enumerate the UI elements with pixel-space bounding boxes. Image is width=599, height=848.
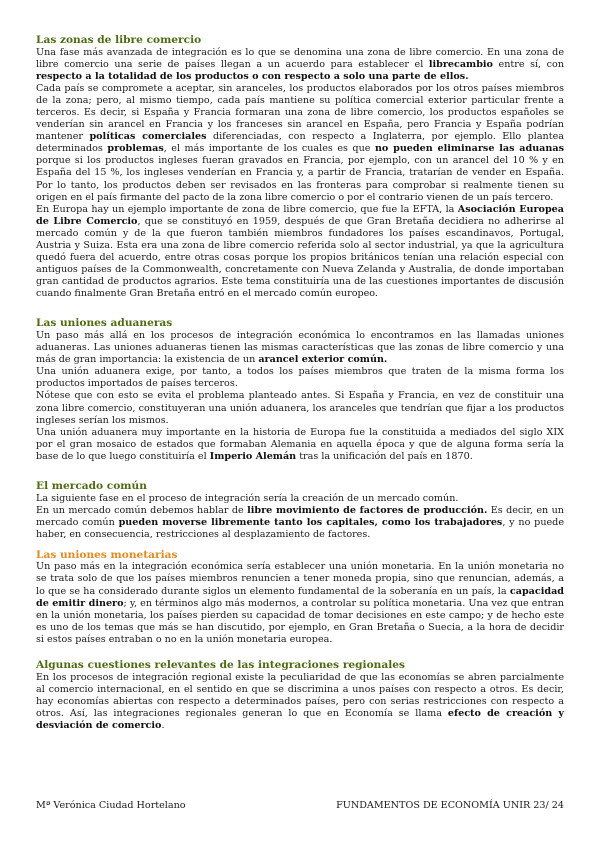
- bold-text: políticas comerciales: [89, 131, 207, 143]
- text-run: , y no puede haber, en consecuencia, restricciones al desplazamiento de factores.: [36, 516, 564, 540]
- paragraph: [36, 561, 564, 646]
- section-zonas-libre-comercio: [36, 34, 564, 300]
- text-run: porque si los productos ingleses fueran gravados en Francia, por ejemplo, con un arancel del 10 % y en España del 15 %, los ingleses venderían en Francia y, a partir de Francia, tratarían de vender en España. Por lo tanto, los productos deben ser revisados en las fronteras para comprobar si realmente tienen su origen en el país firmante del pacto de la zona libre comercio o por el contrario vienen de un país tercero.: [36, 155, 564, 203]
- text-run: Una unión aduanera muy importante en la historia de Europa fue la constituida a mediados del siglo XIX por el gran mosaico de estados que formaban Alemania en aquella época y que de alguna forma sería la base de lo que luego constituiría el: [36, 426, 564, 462]
- paragraph: [36, 330, 564, 366]
- text-run: Cada país se compromete a aceptar, sin aranceles, los productos elaborados por los otros países miembros de la zona; pero, al mismo tiempo, cada país mantiene su política comercial exterior particular frente a terceros. Es decir, si España y Francia formaran una zona de libre comercio, los productos españoles se venderían sin arancel en Francia y los franceses sin arancel en España, pero Francia y España podrían mantener: [36, 82, 564, 143]
- text-run: Un paso más en la integración económica sería establecer una unión monetaria. En la unión monetaria no se trata solo de que los países miembros renuncien a tener moneda propia, sino que renuncian, además, a lo que se ha considerado durante siglos un elemento fundamental de la soberanía en un país, la: [36, 561, 564, 597]
- footer-course-page: FUNDAMENTOS DE ECONOMÍA UNIR 23/ 24: [336, 800, 564, 811]
- text-run: .: [161, 719, 165, 731]
- text-run: Una fase más avanzada de integración es lo que se denomina una zona de libre comercio. En una zona de libre comercio una serie de países llegan a un acuerdo para establecer el: [36, 46, 564, 70]
- text-run: La siguiente fase en el proceso de integración sería la creación de un mercado común.: [36, 492, 459, 504]
- bold-text: libre movimiento de factores de producción.: [247, 504, 488, 516]
- section-heading: El mercado común: [36, 480, 147, 492]
- text-run: entre sí, con: [492, 58, 564, 70]
- text-run: Nótese que con esto se evita el problema planteado antes. Si España y Francia, en vez de constituir una zona libre comercio, constituyeran una unión aduanera, los aranceles que tendrían que fijar a los productos ingleses serían los mismos.: [36, 390, 564, 426]
- bold-text: no pueden eliminarse las aduanas: [374, 143, 564, 155]
- bold-text: librecambio: [428, 58, 493, 70]
- section-heading: Algunas cuestiones relevantes de las integraciones regionales: [36, 659, 405, 672]
- bold-text: efecto de creación y desviación de comercio: [36, 707, 564, 731]
- section-heading: Las zonas de libre comercio: [36, 34, 202, 46]
- footer-author: Mª Verónica Ciudad Hortelano: [36, 800, 186, 811]
- text-run: , que se constituyó en 1959, después de que Gran Bretaña decidiera no adherirse al mercado común y de la que fueron también miembros fundadores los países escandinavos, Portugal, Austria y Suiza. Esta era una zona de libre comercio referida solo al sector industrial, ya que la agricultura quedó fuera del acuerdo, entre otras cosas porque los propios británicos tenían una relación especial con antiguos países de la Commonwealth, concretamente con Nueva Zelanda y Australia, de donde importaban gran cantidad de productos agrarios. Este tema constituiría una de las cuestiones importantes de discusión cuando finalmente Gran Bretaña entró en el mercado común europeo.: [36, 215, 564, 300]
- paragraph: [36, 366, 564, 390]
- paragraph: [36, 493, 564, 505]
- text-run: , el más importante de los cuales es que: [163, 143, 375, 155]
- section-uniones-aduaneras: [36, 317, 564, 463]
- text-run: tras la unificación del país en 1870.: [296, 450, 473, 462]
- paragraph: [36, 390, 564, 426]
- bold-text: arancel exterior común.: [258, 354, 388, 366]
- bold-text: Imperio Alemán: [209, 450, 297, 462]
- text-run: En los procesos de integración regional existe la peculiaridad de que las economías se abren parcialmente al comercio internacional, en el sentido en que se discrimina a unos países con respecto a otros. Es decir, hay economías abiertas con respecto a determinados países, pero con serias restricciones con respecto a otros. Así, las integraciones regionales generan lo que en Economía se llama: [36, 671, 564, 719]
- section-heading: Las uniones aduaneras: [36, 317, 173, 330]
- bold-text: problemas: [107, 143, 164, 155]
- paragraph: [36, 47, 564, 83]
- bold-text: capacidad de emitir dinero: [36, 585, 564, 609]
- paragraph: [36, 505, 564, 541]
- text-run: Un paso más allá en los procesos de integración económica lo encontramos en las llamadas uniones aduaneras. Las uniones aduaneras tienen las mismas características que las zonas de libre comercio y una más de gran importancia: la existencia de un: [36, 329, 564, 366]
- section-uniones-monetarias: [36, 549, 564, 646]
- section-mercado-comun: [36, 480, 564, 541]
- text-run: Una unión aduanera exige, por tanto, a todos los países miembros que traten de la misma forma los productos importados de países terceros.: [36, 366, 564, 390]
- bold-text: respecto a la totalidad de los productos o con respecto a solo una parte de ellos.: [36, 70, 469, 82]
- page-footer: [36, 800, 564, 814]
- paragraph: [36, 672, 564, 732]
- section-heading: Las uniones monetarias: [36, 548, 178, 561]
- text-run: Es decir, en un mercado común: [36, 504, 564, 528]
- bold-text: Asociación Europea de Libre Comercio: [36, 203, 564, 227]
- text-run: En Europa hay un ejemplo importante de zona de libre comercio, que fue la EFTA, la: [36, 203, 458, 215]
- paragraph: [36, 204, 564, 301]
- text-run: En un mercado común debemos hablar de: [36, 504, 248, 516]
- text-run: diferenciadas, con respecto a Inglaterra, por ejemplo. Ello plantea determinados: [36, 131, 564, 155]
- paragraph: [36, 83, 564, 204]
- section-cuestiones-relevantes: [36, 659, 564, 732]
- paragraph: [36, 427, 564, 463]
- text-run: ; y, en términos algo más modernos, a controlar su política monetaria. Una vez que entran en la unión monetaria, los países pierden su capacidad de tomar decisiones en este campo; y de hecho este es uno de los temas que más se han discutido, por ejemplo, en Gran Bretaña o Suecia, a la hora de decidir si estos países entraban o no en la unión monetaria europea.: [36, 597, 564, 645]
- document-body: [36, 34, 564, 732]
- bold-text: pueden moverse libremente tanto los capitales, como los trabajadores: [118, 516, 503, 528]
